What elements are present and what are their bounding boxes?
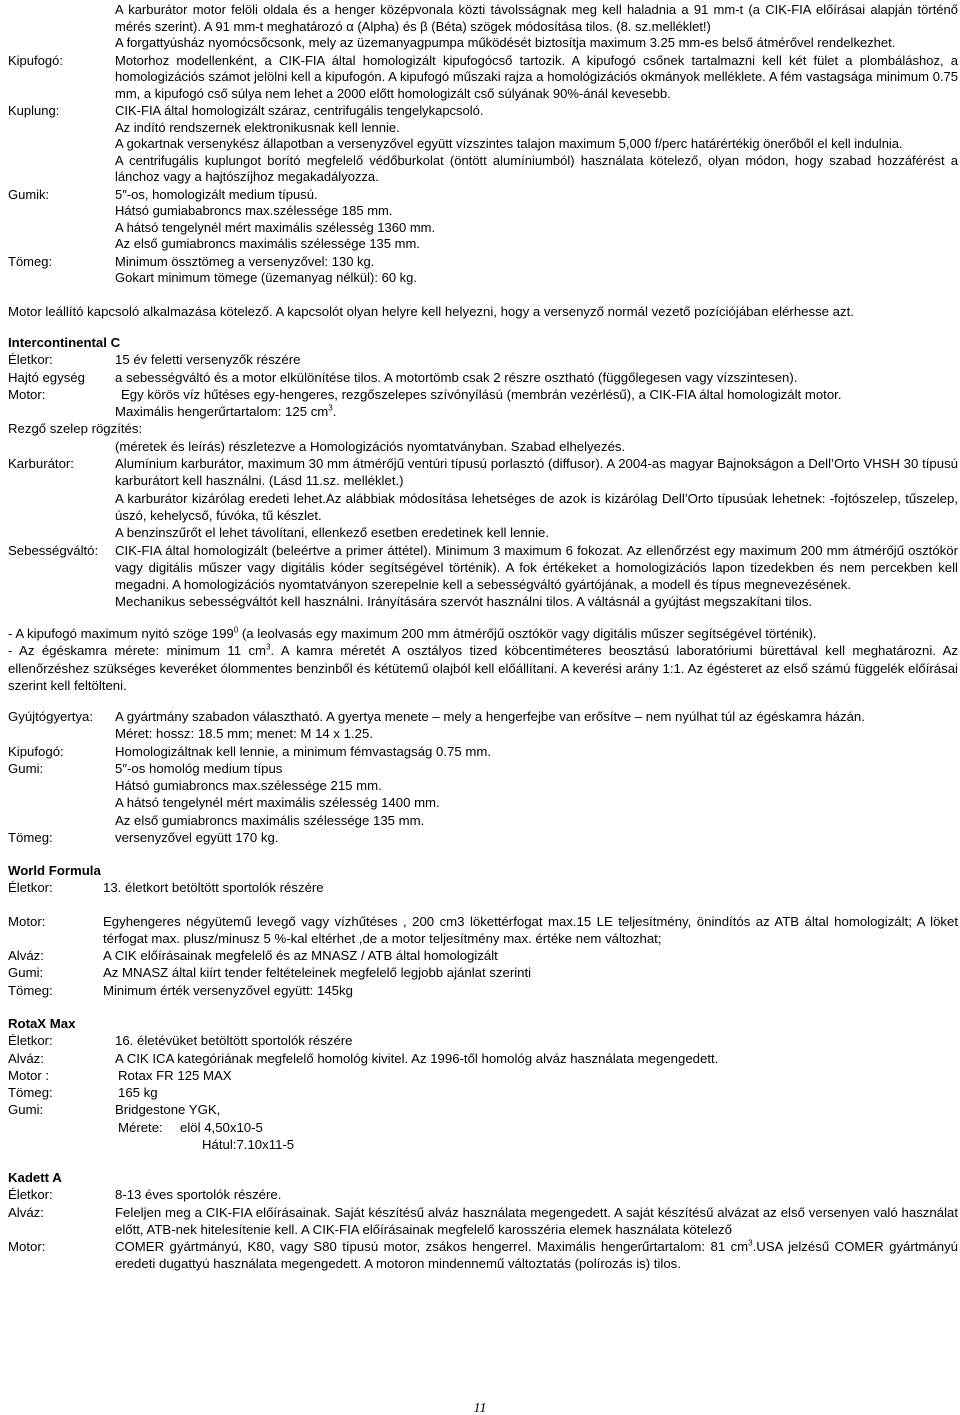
spec-text: versenyzővel együtt 170 kg.	[115, 830, 279, 846]
spec-text: Minimum össztömeg a versenyzővel: 130 kg.	[115, 253, 375, 269]
kadett-a-section	[8, 1169, 958, 1273]
spec-text: 13. életkort betöltött sportolók részére	[103, 880, 324, 896]
spec-row-carburetor	[8, 2, 958, 52]
spec-text: Maximális hengerűrtartalom: 125 cm	[115, 404, 329, 420]
rotax-max-section	[8, 1015, 958, 1153]
spec-label: Gyújtógyertya:	[8, 709, 94, 724]
spec-label: Motor :	[8, 1067, 50, 1083]
spec-label: Hajtó egység	[8, 369, 85, 385]
spec-label: Tömeg:	[8, 1085, 53, 1101]
motor-stop-section	[8, 303, 958, 320]
spec-label: Motor:	[8, 386, 46, 402]
note-combustion-chamber: - Az égéskamra mérete: minimum 11 $cm^3$. A kamra méretét A osztályos tized köbcentiméteres beosztású laboratóriumi bürettával kell meghatározni. Az ellenőrzéshez szükséges keveréket ólommentes benzinből és kétütemű olajból kell előállítani. A keverési arány 1:1. Az égésteret az első számú függelék előírásai szerint kell feltölteni.	[8, 642, 959, 693]
spec-label: Karburátor:	[8, 456, 74, 472]
spec-text: Hátsó gumiabroncs max.szélessége 215 mm.	[115, 778, 382, 794]
spec-text: A gokartnak versenykész állapotban a versenyzővel együtt vízszintes talajon maximum 5,000 f/perc határértékig önerőből el kell indulnia.	[115, 136, 903, 151]
spec-text: elöl 4,50x10-5	[180, 1119, 263, 1135]
notes-section	[8, 625, 958, 694]
spec-text: 5″-os, homologizált medium típusú.	[115, 186, 318, 202]
spec-label: Rezgő szelep rögzítés:	[8, 421, 143, 437]
spec-text: Bridgestone YGK,	[115, 1102, 221, 1118]
spec-text: A forgattyúsház nyomócsőcsonk, mely az üzemanyagpumpa működését biztosítja maximum 3.25 mm-es belső átmérővel rendelkezhet.	[115, 35, 896, 50]
spec-label: Gumik:	[8, 186, 50, 202]
spec-text: Feleljen meg a CIK-FIA előírásainak. Saját készítésű alváz használata megengedett. A saját készítésű alvázat az első versenyen való használat előtt, ATB-nek hitelesítenie kell. A CIK-FIA előírásainak megfelelő karosszéria elemek használata kötelező	[115, 1204, 958, 1237]
spec-label: Motor:	[8, 913, 46, 929]
spec-text: CIK-FIA által homologizált száraz, centrifugális tengelykapcsoló.	[115, 103, 484, 118]
spec-text: Az indító rendszernek elektronikusnak kell lennie.	[115, 119, 400, 135]
spec-text: Az MNASZ által kiírt tender feltételeinek megfelelő legjobb ajánlat szerinti	[103, 965, 532, 981]
spec-label: Tömeg:	[8, 830, 53, 846]
spec-label: Kipufogó:	[8, 52, 63, 68]
intercontinental-c-section	[8, 334, 958, 611]
spark-plug-section	[8, 708, 958, 846]
spec-label: Mérete:	[118, 1119, 163, 1135]
spec-row-gumik	[8, 187, 958, 253]
spec-text: Alumínium karburátor, maximum 30 mm átmérőjű ventúri típusú porlasztó (diffusor). A 2004-as magyar Bajnokságon a Dell’Orto VHSH 30 típusú karburátort kell használni. (Lásd 11.sz. melléklet.)	[115, 456, 958, 489]
spec-text: Méret: hossz: 18.5 mm; menet: M 14 x 1.25.	[115, 726, 373, 742]
spec-label: Motor:	[8, 1239, 46, 1255]
spec-text: A hátsó tengelynél mért maximális szélesség 1360 mm.	[115, 219, 436, 235]
spec-text: COMER gyártmányú, K80, vagy S80 típusú motor, zsákos hengerrel. Maximális hengerűrtartalom: 81 $cm^3.USA$ jelzésű COMER gyártmányú eredeti dugattyú használata megengedett. A motoron mindennemű változtatás (polírozás is) tilos.	[115, 1238, 958, 1272]
page-number: 11	[473, 1401, 487, 1415]
section-heading: Intercontinental C	[8, 335, 121, 350]
spec-text: A CIK ICA kategóriának megfelelő homológ kivitel. Az 1996-től homológ alváz használata megengedett.	[115, 1050, 719, 1066]
spec-text: A centrifugális kuplungot borító megfelelő védőburkolat (öntött alumíniumból) használata kötelező, olyan módon, hogy szabad hozzáférést a lánchoz vagy a hajtószíjhoz megakadályozza.	[115, 152, 958, 184]
spec-text: (méretek és leírás) részletezve a Homologizációs nyomtatványban. Szabad elhelyezés.	[115, 438, 626, 454]
spec-row-kuplung	[8, 103, 958, 186]
spec-label: Életkor:	[8, 352, 53, 368]
spec-label: Gumi:	[8, 760, 44, 776]
section-heading: RotaX Max	[8, 1016, 76, 1031]
spec-label: Sebességváltó:	[8, 542, 99, 558]
spec-text: Az első gumiabroncs maximális szélessége 135 mm.	[115, 236, 420, 251]
spec-text: 15 év feletti versenyzők részére	[115, 352, 301, 368]
spec-label: Kuplung:	[8, 103, 60, 118]
spec-text: Rotax FR 125 MAX	[118, 1067, 232, 1083]
section-heading: World Formula	[8, 863, 101, 878]
engine-spec-section	[8, 2, 958, 288]
spec-text: Hátul:7.10x11-5	[202, 1137, 295, 1153]
spec-text: Mechanikus sebességváltót kell használni. Irányítására szervót használni tilos. A váltásnál a gyújtást megszakítani tilos.	[115, 594, 813, 610]
spec-text: 16. életévüket betöltött sportolók részére	[115, 1033, 353, 1049]
spec-text: Az első gumiabroncs maximális szélessége 135 mm.	[115, 812, 425, 828]
spec-row-tomeg	[8, 254, 958, 287]
spec-label: Tömeg:	[8, 253, 53, 269]
spec-text: Egy körös víz hűtéses egy-hengeres, rezgőszelepes szívónyílású (membrán vezérlésű), a CIK-FIA által homologizált motor.	[121, 386, 842, 402]
spec-text: A karburátor motor felöli oldala és a henger középvonala közti távolsságnak meg kell haladnia a 91 mm-t (a CIK-FIA előírásai alapján történő mérés szerint). A 91 mm-t meghatározó α (Alpha) és β (Béta) szögek módosítása tilos. (8. sz.melléklet!)	[115, 2, 958, 34]
spec-text: .	[332, 404, 337, 420]
spec-label: Életkor:	[8, 1187, 53, 1203]
spec-text: 5″-os homológ medium típus	[115, 760, 283, 776]
spec-label: Életkor:	[8, 1033, 53, 1049]
spec-text: A benzinszűrőt el lehet távolítani, ellenkező esetben eredetinek kell lennie.	[115, 525, 550, 541]
spec-text: Hátsó gumiababroncs max.szélessége 185 mm.	[115, 203, 393, 218]
note-exhaust-angle: - A kipufogó maximum nyitó szöge $199^0$ (a leolvasás egy maximum 200 mm átmérőjű osztókör vagy digitális műszer segítségével történik).	[8, 625, 817, 641]
spec-text: a sebességváltó és a motor elkülönítése tilos. A motortömb csak 2 részre osztható (függőlegesen vagy vízszintesen).	[115, 369, 798, 385]
spec-text: A hátsó tengelynél mért maximális szélesség 1400 mm.	[115, 795, 440, 811]
spec-text: Motorhoz modellenként, a CIK-FIA által homologizált kipufogócső tartozik. A kipufogó csőnek tartalmazni kell két fület a plombáláshoz, a homologizációs számot jelölni kell a kipufogón. A kipufogó műszaki rajza a homológizációs okmányok melléklete. A fém vastagsága minimum 0.75 mm, a kipufogó cső súlya nem lehet a 2000 előtt homologizált cső súlyának 90%-ánál kevesebb.	[115, 52, 958, 101]
spec-label: Tömeg:	[8, 982, 53, 998]
spec-text: CIK-FIA által homologizált (beleértve a primer áttétel). Minimum 3 maximum 6 fokozat. Az ellenőrzést egy maximum 200 mm átmérőjű osztókör vagy digitális műszer vagy digitális kóder segítségével történik). A fok értékeket a homologizációs lapon tizedekben és nem percekben kell megadni. A homologizációs nyomtatványon szerepelnie kell a sebességváltó gyártójának, a modell és típus megnevezésének.	[115, 542, 958, 593]
spec-text: Minimum érték versenyzővel együtt: 145kg	[103, 982, 353, 998]
section-heading: Kadett A	[8, 1170, 62, 1185]
spec-text: Homologizáltnak kell lennie, a minimum fémvastagság 0.75 mm.	[115, 743, 492, 759]
spec-label: Gumi:	[8, 1102, 44, 1118]
spec-label: Kipufogó:	[8, 743, 64, 759]
motor-stop-text: Motor leállító kapcsoló alkalmazása kötelező. A kapcsolót olyan helyre kell helyezni, hogy a versenyző normál vezető pozíciójában elérhesse azt.	[8, 304, 854, 319]
spec-text: 8-13 éves sportolók részére.	[115, 1187, 282, 1203]
spec-label: Alváz:	[8, 1204, 44, 1220]
spec-label: Alváz:	[8, 1050, 44, 1066]
spec-text: A CIK előírásainak megfelelő és az MNASZ / ATB által homologizált	[103, 948, 498, 964]
spec-label: Gumi:	[8, 965, 44, 981]
spec-text: A gyártmány szabadon választható. A gyertya menete – mely a hengerfejbe van erősítve – nem nyúlhat túl az égéskamra házán.	[115, 709, 865, 724]
spec-text: Gokart minimum tömege (üzemanyag nélkül): 60 kg.	[115, 270, 418, 285]
spec-text: A karburátor kizárólag eredeti lehet.Az alábbiak módosítása lehetséges de azok is kizárólag Dell’Orto típusúak lehetnek: -fojtószelep, tűszelep, úszó, kehelycső, fúvóka, tű készlet.	[115, 490, 958, 523]
spec-label: Életkor:	[8, 880, 53, 896]
spec-row-kipufogo	[8, 53, 958, 103]
spec-text: Egyhengeres négyütemű levegő vagy vízhűtéses , 200 cm3 lökettérfogat max.15 LE teljesítmény, önindítós az ATB által homologizált; A löket térfogat max. plusz/minusz 5 %-kal eltérhet ,de a motor teljesítmény max. értéke nem változhat;	[103, 913, 958, 946]
superscript: 3	[328, 403, 333, 413]
world-formula-section	[8, 862, 958, 999]
spec-label: Alváz:	[8, 948, 44, 964]
spec-text: 165 kg	[118, 1085, 158, 1101]
